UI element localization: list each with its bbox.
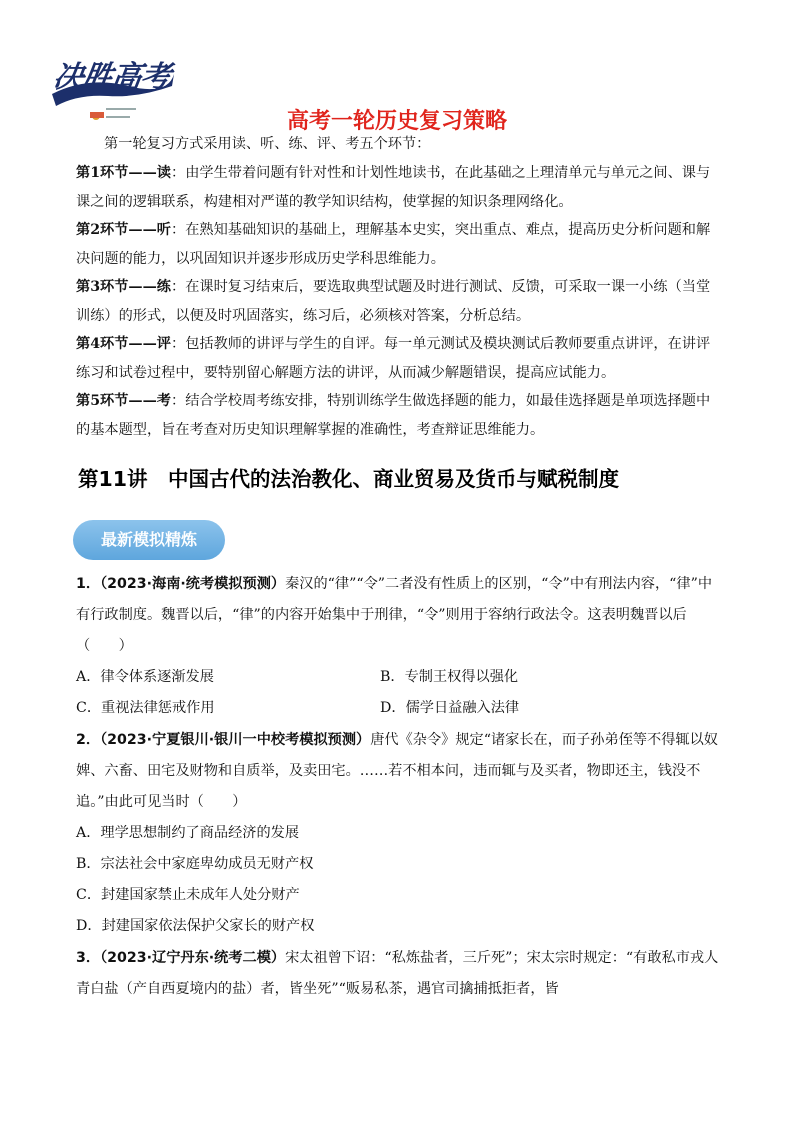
question-source: （2023·海南·统考模拟预测） (100, 576, 286, 592)
question-number: 3． (76, 950, 101, 966)
option-a[interactable]: A．理学思想制约了商品经济的发展 (76, 825, 300, 841)
step-text: ：包括教师的讲评与学生的自评。每一单元测试及模块测试后教师要重点讲评，在讲评练习和试卷过程中，要特别留心解题方法的讲评，从而减少解题错误，提高应试能力。 (76, 336, 711, 381)
lecture-title: 第11讲 中国古代的法治教化、商业贸易及货币与赋税制度 (78, 467, 620, 491)
option-a[interactable]: A．律令体系逐渐发展 (76, 669, 214, 685)
question-3 (76, 943, 724, 1005)
option-d[interactable]: D．封建国家依法保护父家长的财产权 (76, 918, 315, 934)
step-label: 第4环节——评 (76, 336, 171, 352)
step-label: 第5环节——考 (76, 393, 171, 409)
step-label: 第1环节——读 (76, 165, 171, 181)
question-2 (76, 725, 724, 818)
question-text: 唐代《杂令》规定“诸家长在，而子孙弟侄等不得辄以奴婢、六畜、田宅及财物和自质举，及卖田宅。……若不相本问，违而辄与及买者，物即还主，钱没不追。”由此可见当时（ ） (76, 732, 718, 810)
step-1 (76, 159, 724, 217)
question-source: （2023·宁夏银川·银川一中校考模拟预测） (100, 732, 371, 748)
step-label: 第2环节——听 (76, 222, 171, 238)
intro-text: 第一轮复习方式采用读、听、练、评、考五个环节： (104, 136, 431, 152)
question-text: 秦汉的“律”“令”二者没有性质上的区别，“令”中有刑法内容，“律”中有行政制度。魏晋以后，“律”的内容开始集中于刑律，“令”则用于容纳行政法令。这表明魏晋以后（ ） (76, 576, 713, 654)
step-5 (76, 387, 724, 445)
step-label: 第3环节——练 (76, 279, 171, 295)
step-text: ：结合学校周考练安排，特别训练学生做选择题的能力，如最佳选择题是单项选择题中的基本题型，旨在考查对历史知识理解掌握的准确性，考查辩证思维能力。 (76, 393, 711, 438)
section-badge: 最新模拟精炼 (73, 520, 225, 560)
question-1 (76, 569, 724, 662)
step-4 (76, 330, 724, 388)
step-3 (76, 273, 724, 331)
question-number: 2． (76, 732, 101, 748)
question-text: 宋太祖曾下诏：“私炼盐者，三斤死”；宋太宗时规定：“有敢私市戎人青白盐（产自西夏境内的盐）者，皆坐死”“贩易私茶，遇官司擒捕抵拒者，皆 (76, 950, 719, 997)
step-2 (76, 216, 724, 274)
page-title: 高考一轮历史复习策略 (286, 109, 507, 134)
step-text: ：在熟知基础知识的基础上，理解基本史实，突出重点、难点，提高历史分析问题和解决问题的能力，以巩固知识并逐步形成历史学科思维能力。 (76, 222, 711, 267)
option-b[interactable]: B．宗法社会中家庭卑幼成员无财产权 (76, 856, 314, 872)
option-c[interactable]: C．封建国家禁止未成年人处分财产 (76, 887, 300, 903)
logo-text: 决胜高考 (51, 60, 172, 95)
question-number: 1． (76, 576, 101, 592)
option-c[interactable]: C．重视法律惩戒作用 (76, 700, 215, 716)
step-text: ：在课时复习结束后，要选取典型试题及时进行测试、反馈，可采取一课一小练（当堂训练）的形式，以便及时巩固落实，练习后，必须核对答案，分析总结。 (76, 279, 711, 324)
question-source: （2023·辽宁丹东·统考二模） (100, 950, 286, 966)
step-text: ：由学生带着问题有针对性和计划性地读书，在此基础之上理清单元与单元之间、课与课之间的逻辑联系，构建相对严谨的教学知识结构，使掌握的知识条理网络化。 (76, 165, 711, 210)
option-b[interactable]: B．专制王权得以强化 (380, 669, 519, 685)
option-d[interactable]: D．儒学日益融入法律 (380, 700, 520, 716)
